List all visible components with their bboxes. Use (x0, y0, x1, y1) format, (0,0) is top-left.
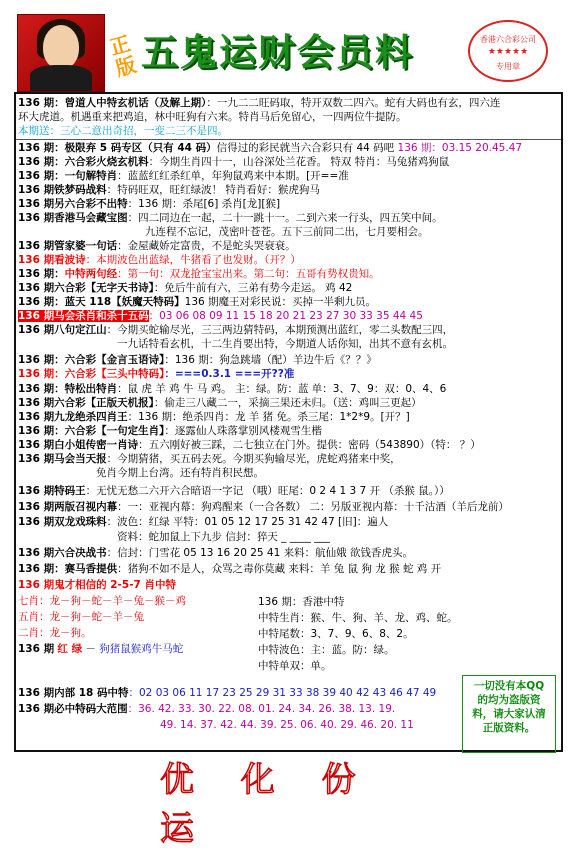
row-shashiwuma: 136 期马会杀肖和杀十五码：03 06 08 09 11 15 18 20 21 23 27 30 33 35 44 45 (18, 310, 423, 322)
row-huoshao: 136 期：六合彩火烧玄机料：今期生肖四十一，山谷深处兰花香。 特双 特肖：马兔猪鸡狗鼠 (18, 156, 450, 168)
row-hk-shengxiao: 中特生肖：猴、牛、狗、羊、龙、鸡、蛇。 (258, 612, 458, 624)
row-yijudingshengxiao: 136 期：六合彩【一句定生肖】：逐露仙人珠落掌别风楼观雪生楷 (18, 425, 322, 437)
footer-slogan: 优 化 份 运 (160, 760, 374, 849)
row-bajudingjiangshan: 136 期八句定江山：今期买蛇输尽光，三三两边猜特码，本期预测出蓝红，零二头数配三四， (18, 324, 454, 336)
row-tiemeng: 136 期铁梦码战料：特码旺双，旺红绿波！ 特肖看好：猴虎狗马 (18, 184, 320, 196)
row-hk-danshuang: 中特单双：单。 (258, 660, 332, 672)
row-bajudingjiangshan-cont: 一九话特看玄机，十二生肖要出特，今期道人话你知，出其不意有玄机。 (117, 338, 453, 350)
photo-face (43, 25, 79, 69)
row-kanbo: 136 期看波诗：本期波色出蓝绿，牛猪看了也发财。（开？） (18, 254, 301, 266)
row-tianjibao: 136 期六合彩【正版天机报】：偷走三八藏二一，采摘三果还未归。（送：鸡叫三更起） (18, 397, 422, 409)
row-madangtian-cont: 免肖今期上台湾。还有特肖积民想。 (96, 467, 264, 479)
row-benqisong: 本期送：三心二意出奇招，一变二三不是四。 (18, 125, 228, 137)
seal-bottom-text: 专用章 (496, 62, 520, 71)
row-tesong: 136 期：特松出特肖：鼠 虎 羊 鸡 牛 马 鸡。 主：绿。防：蓝 单：3、7、9：双：0、4、6 (18, 383, 447, 395)
row-liangjujing: 136 期：中特两句经：第一句：双龙抢宝宝出来。第二句：五哥有势权贵知。 (18, 268, 380, 280)
row-santou: 136 期：六合彩【三头中特码】：===0.3.1 ===开??准 (18, 368, 295, 380)
anti-piracy-notice: 一切没有本QQ 的均为盗版资料，请大家认清正版资料。 (462, 675, 556, 753)
row-cangbaotu: 136 期香港马会藏宝图：四二同边在一起，二十一跳十一。二到六来一行头，四五笑中间。 (18, 212, 443, 224)
row-saimaxiang: 136 期：赛马香提供：猪狗不如不是人，众骂之毒你莫藏 来料：羊 兔 鼠 狗 龙 猴 蛇 鸡 开 (18, 563, 442, 575)
row-lantian: 136 期：蓝天 118【妖魔天特码】136 期魔王对彩民说：买掉一半剩九员。 (18, 296, 377, 308)
row-madangtian: 136 期马会当天报：今期猜猪，买五码去死。今期买狗输尽光，虎蛇鸡猪来中奖， (18, 453, 401, 465)
row-yijujie: 136 期：一句解特肖：蓝蓝红红杀红单，年狗鼠鸡来中本期。[开==准 (18, 170, 349, 182)
row-bizhong: 136 期必中特码大范围：36. 42. 33. 30. 22. 08. 01. 24. 34. 26. 38. 13. 19. (18, 703, 396, 715)
row-wuxiao: 五肖：龙－狗－蛇－羊－兔 (18, 611, 144, 623)
page-title: 五鬼运财会员料 (141, 30, 414, 74)
row-zengdaoren-cont: 环大虎道。机遇重来把鸡追，林中旺狗有六来。特肖马后免留心，一四两位牛提防。 (18, 111, 407, 123)
row-bizhong-cont: 49. 14. 37. 42. 44. 39. 25. 06. 40. 29. 46. 20. 11 (160, 719, 414, 731)
row-erxiao: 二肖：龙－狗。 (18, 627, 92, 639)
row-jiulong: 136 期九龙绝杀四肖王：136 期：绝杀四肖：龙 羊 猪 免。杀三尾：1*2*9。[开？] (18, 411, 410, 423)
row-neibu18: 136 期内部 18 码中特：02 03 06 11 17 23 25 29 31 33 38 39 40 42 43 46 47 49 (18, 687, 437, 699)
divider (16, 139, 561, 140)
row-juezhanshu: 136 期六合决战书：信封：门雪花 05 13 16 20 25 41 来料：航仙娥 欲钱香虎头。 (18, 547, 413, 559)
row-jinyanyuyu: 136 期：六合彩【金言玉语诗】：136 期：狗急跳墙（配）羊边牛后《？？》 (18, 354, 377, 366)
row-buchute: 136 期另六合彩不出特：136 期：杀尾[6] 杀肖[龙][猴] (18, 198, 281, 210)
row-shuanglong: 136 期双龙戏珠料：波色：红绿 平特：01 05 12 17 25 31 42 47 [旧]：遍人 (18, 516, 389, 528)
row-cangbaotu-cont: 九连程不忘记，茂密叶苍苍。五下三前同二出，七月要相会。 (145, 226, 429, 238)
row-guanjiapo: 136 期管家婆一句话：金屋藏娇定富贵，不是蛇头哭衰衰。 (18, 240, 296, 252)
row-zengdaoren: 136 期：曾道人中特玄机话（及解上期）：一九二二旺码取，特开双数二四六。蛇有大码也有玄，四六连 (18, 97, 501, 109)
row-baixiaojie: 136 期白小姐传密一肖诗：五六刚好被三踩，二七独立在门外。提供：密码（543890）（特： ？） (18, 439, 481, 451)
row-shuanglong-cont: 资料：蛇加鼠上下九步 信封：猝天 _ ____ ___ (117, 531, 330, 543)
header (0, 0, 577, 92)
row-hk-bose: 中特波色：主：蓝。防：绿。 (258, 644, 395, 656)
row-hk-weishu: 中特尾数：3、7、9、6、8、2。 (258, 628, 414, 640)
row-wuzitianshu: 136 期六合彩【无字天书诗】：免后牛前有六，三弟有势今走运。 鸡 42 (18, 282, 353, 294)
row-honglv: 136 期 红 绿 － 狗猪鼠猴鸡牛马蛇 (18, 643, 184, 655)
row-qixiao: 七肖：龙－狗－蛇－羊－兔－猴－鸡 (18, 595, 186, 607)
row-temawang: 136 期特码王：无忧无愁二六开六合暗语一字记 （哦）旺尾：0 2 4 1 3 7 开 （杀猴 鼠。）） (18, 485, 450, 497)
row-guicai: 136 期鬼才相信的 2-5-7 肖中特 (18, 579, 177, 591)
row-jixian: 136 期：极限弃 5 码专区（只有 44 码）信得过的彩民就当六合彩只有 44 码吧 136 期：03.15 20.45.47 (18, 142, 523, 154)
row-hk-title: 136 期：香港中特 (258, 596, 345, 608)
seal-stars: ★★★★★ (487, 47, 529, 57)
row-liangban: 136 期两版召视内幕：一：亚视内幕：狗鸡醒来（一合各数） 二：另版亚视内幕：十千沽酒（羊后龙前） (18, 501, 509, 513)
seal-top-text: 香港六合彩公司 (480, 35, 536, 44)
presenter-photo (17, 14, 105, 92)
official-seal (468, 20, 548, 82)
photo-body (30, 65, 92, 91)
genuine-label: 正版 (107, 31, 139, 81)
